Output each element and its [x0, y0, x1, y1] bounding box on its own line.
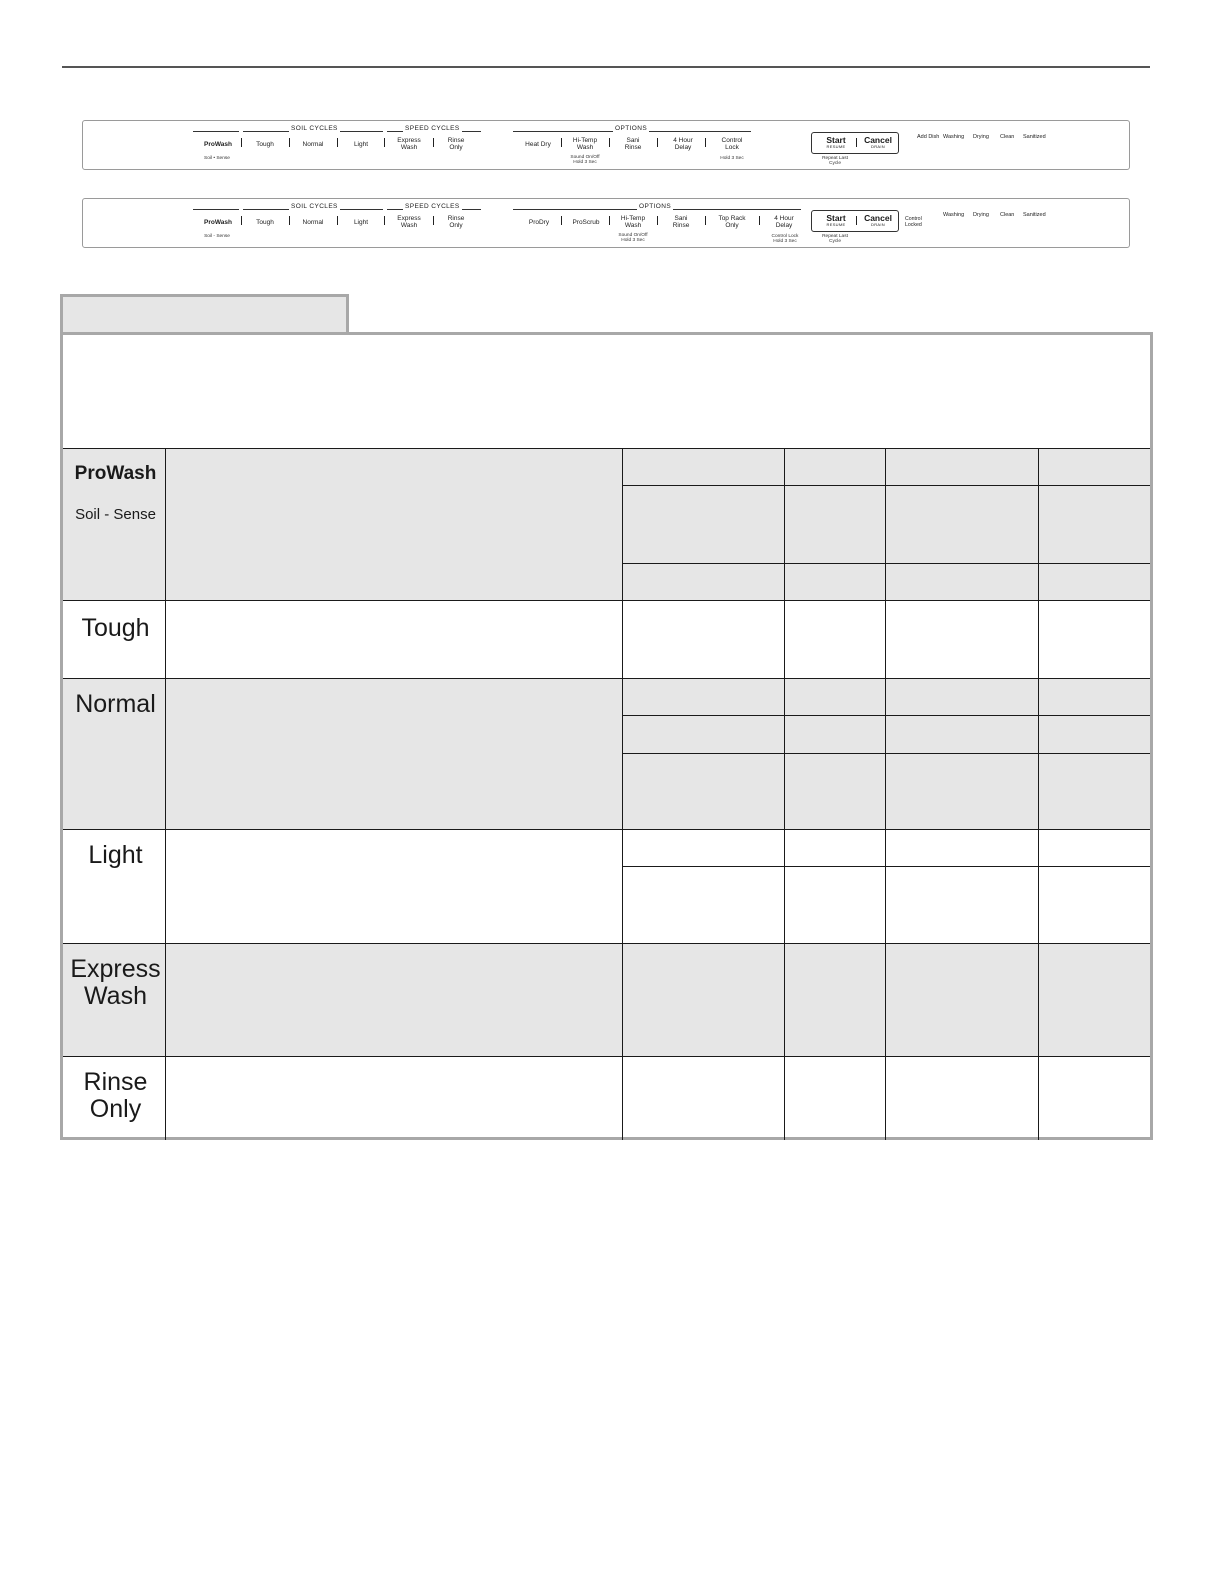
- status-drying: Drying: [973, 134, 989, 140]
- express-wash-button[interactable]: Express Wash: [397, 137, 421, 151]
- hi-temp-wash-button[interactable]: Hi-Temp Wash: [572, 137, 598, 151]
- status-sanitized: Sanitized: [1023, 212, 1046, 218]
- start-label: Start: [826, 213, 846, 223]
- sani-rinse-button[interactable]: Sani Rinse: [672, 215, 690, 229]
- heat-dry-button[interactable]: Heat Dry: [525, 141, 551, 148]
- status-washing: Washing: [943, 134, 965, 140]
- cycle-sub-soil-sense: Soil - Sense: [75, 506, 156, 523]
- cancel-label: Cancel: [864, 135, 892, 145]
- start-button[interactable]: [816, 214, 856, 227]
- subrow-divider: [622, 563, 1150, 564]
- control-panel-model-a: [82, 120, 1130, 170]
- repeat-last-cycle-label: Repeat Last Cycle: [822, 234, 848, 244]
- status-washing: Washing: [943, 212, 965, 218]
- separator: [433, 216, 434, 225]
- top-rule: [62, 66, 1150, 68]
- tough-button[interactable]: Tough: [256, 219, 274, 226]
- separator: [856, 216, 857, 225]
- express-wash-button[interactable]: Express Wash: [397, 215, 421, 229]
- separator: [433, 138, 434, 147]
- separator: [384, 216, 385, 225]
- control-locked-indicator: Control Locked: [905, 216, 922, 228]
- separator: [609, 138, 610, 147]
- start-cancel-frame: [811, 210, 899, 232]
- column-divider: [165, 448, 166, 1140]
- start-label: Start: [826, 135, 846, 145]
- sound-hold-label: Sound On/Off Hold 3 Sec: [570, 155, 600, 165]
- status-clean: Clean: [1000, 134, 1015, 140]
- separator: [657, 216, 658, 225]
- options-header: OPTIONS: [639, 203, 672, 210]
- cancel-button[interactable]: [858, 136, 898, 149]
- soil-sense-label: Soil • Sense: [204, 156, 230, 161]
- separator: [561, 138, 562, 147]
- top-rack-only-button[interactable]: Top Rack Only: [718, 215, 746, 229]
- row-divider: [63, 829, 1150, 830]
- speed-cycles-header: SPEED CYCLES: [405, 203, 460, 210]
- separator: [241, 216, 242, 225]
- four-hour-delay-button[interactable]: 4 Hour Delay: [673, 137, 693, 151]
- separator: [705, 216, 706, 225]
- row-divider: [63, 600, 1150, 601]
- row-divider: [63, 448, 1150, 449]
- cycle-name-normal: Normal: [75, 690, 156, 718]
- row-divider: [63, 678, 1150, 679]
- prowash-button[interactable]: ProWash: [204, 141, 232, 148]
- sani-rinse-button[interactable]: Sani Rinse: [624, 137, 642, 151]
- header-rule: [193, 131, 239, 132]
- status-add-dish: Add Dish: [917, 134, 940, 140]
- light-button[interactable]: Light: [353, 141, 369, 148]
- resume-label: RESUME: [826, 222, 846, 227]
- separator: [705, 138, 706, 147]
- speed-cycles-header: SPEED CYCLES: [405, 125, 460, 132]
- separator: [289, 138, 290, 147]
- cancel-button[interactable]: [858, 214, 898, 227]
- cycle-name-wash: Wash: [84, 982, 147, 1010]
- subrow-divider: [622, 753, 1150, 754]
- proscrub-button[interactable]: ProScrub: [572, 219, 600, 226]
- separator: [609, 216, 610, 225]
- cycle-name-light: Light: [88, 841, 143, 869]
- resume-label: RESUME: [826, 144, 846, 149]
- separator: [241, 138, 242, 147]
- separator: [759, 216, 760, 225]
- drain-label: DRAIN: [871, 222, 885, 227]
- normal-row-shade: [63, 678, 1150, 830]
- cycle-name-only: Only: [89, 1095, 142, 1123]
- separator: [561, 216, 562, 225]
- header-rule: [193, 209, 239, 210]
- hold-label: Hold 3 Sec: [720, 156, 744, 161]
- control-lock-hold-label: Control Lock Hold 3 Sec: [771, 234, 799, 244]
- soil-cycles-header: SOIL CYCLES: [291, 203, 338, 210]
- tough-button[interactable]: Tough: [256, 141, 274, 148]
- separator: [856, 138, 857, 147]
- hi-temp-wash-button[interactable]: Hi-Temp Wash: [620, 215, 646, 229]
- soil-sense-label: Soil - Sense: [204, 234, 230, 239]
- cycle-name-prowash: ProWash: [74, 463, 157, 484]
- soil-cycles-header: SOIL CYCLES: [291, 125, 338, 132]
- repeat-last-cycle-label: Repeat Last Cycle: [822, 156, 848, 166]
- control-panel-model-b: [82, 198, 1130, 248]
- column-divider: [622, 448, 623, 1140]
- row-divider: [63, 1056, 1150, 1057]
- cycle-name-tough: Tough: [81, 614, 150, 642]
- light-button[interactable]: Light: [353, 219, 369, 226]
- drain-label: DRAIN: [871, 144, 885, 149]
- four-hour-delay-button[interactable]: 4 Hour Delay: [774, 215, 794, 229]
- prodry-button[interactable]: ProDry: [528, 219, 550, 226]
- cycle-name-express: Express: [70, 955, 161, 983]
- row-divider: [63, 943, 1150, 944]
- separator: [657, 138, 658, 147]
- start-cancel-frame: [811, 132, 899, 154]
- subrow-divider: [622, 485, 1150, 486]
- normal-button[interactable]: Normal: [302, 141, 324, 148]
- separator: [337, 216, 338, 225]
- prowash-button[interactable]: ProWash: [204, 219, 232, 226]
- cycle-chart-table: [60, 332, 1153, 1140]
- rinse-only-button[interactable]: Rinse Only: [447, 215, 465, 229]
- prowash-row-shade: [63, 448, 1150, 600]
- separator: [384, 138, 385, 147]
- status-clean: Clean: [1000, 212, 1015, 218]
- status-sanitized: Sanitized: [1023, 134, 1046, 140]
- normal-button[interactable]: Normal: [302, 219, 324, 226]
- subrow-divider: [622, 715, 1150, 716]
- separator: [337, 138, 338, 147]
- sound-hold-label: Sound On/Off Hold 3 Sec: [618, 233, 648, 243]
- separator: [289, 216, 290, 225]
- options-header: OPTIONS: [615, 125, 648, 132]
- control-lock-button[interactable]: Control Lock: [721, 137, 743, 151]
- section-tab: [60, 294, 349, 334]
- column-divider: [784, 448, 785, 1140]
- cycle-name-rinse: Rinse: [83, 1068, 148, 1096]
- status-drying: Drying: [973, 212, 989, 218]
- subrow-divider: [622, 866, 1150, 867]
- column-divider: [1038, 448, 1039, 1140]
- rinse-only-button[interactable]: Rinse Only: [447, 137, 465, 151]
- cancel-label: Cancel: [864, 213, 892, 223]
- column-divider: [885, 448, 886, 1140]
- express-row-shade: [63, 943, 1150, 1056]
- start-button[interactable]: [816, 136, 856, 149]
